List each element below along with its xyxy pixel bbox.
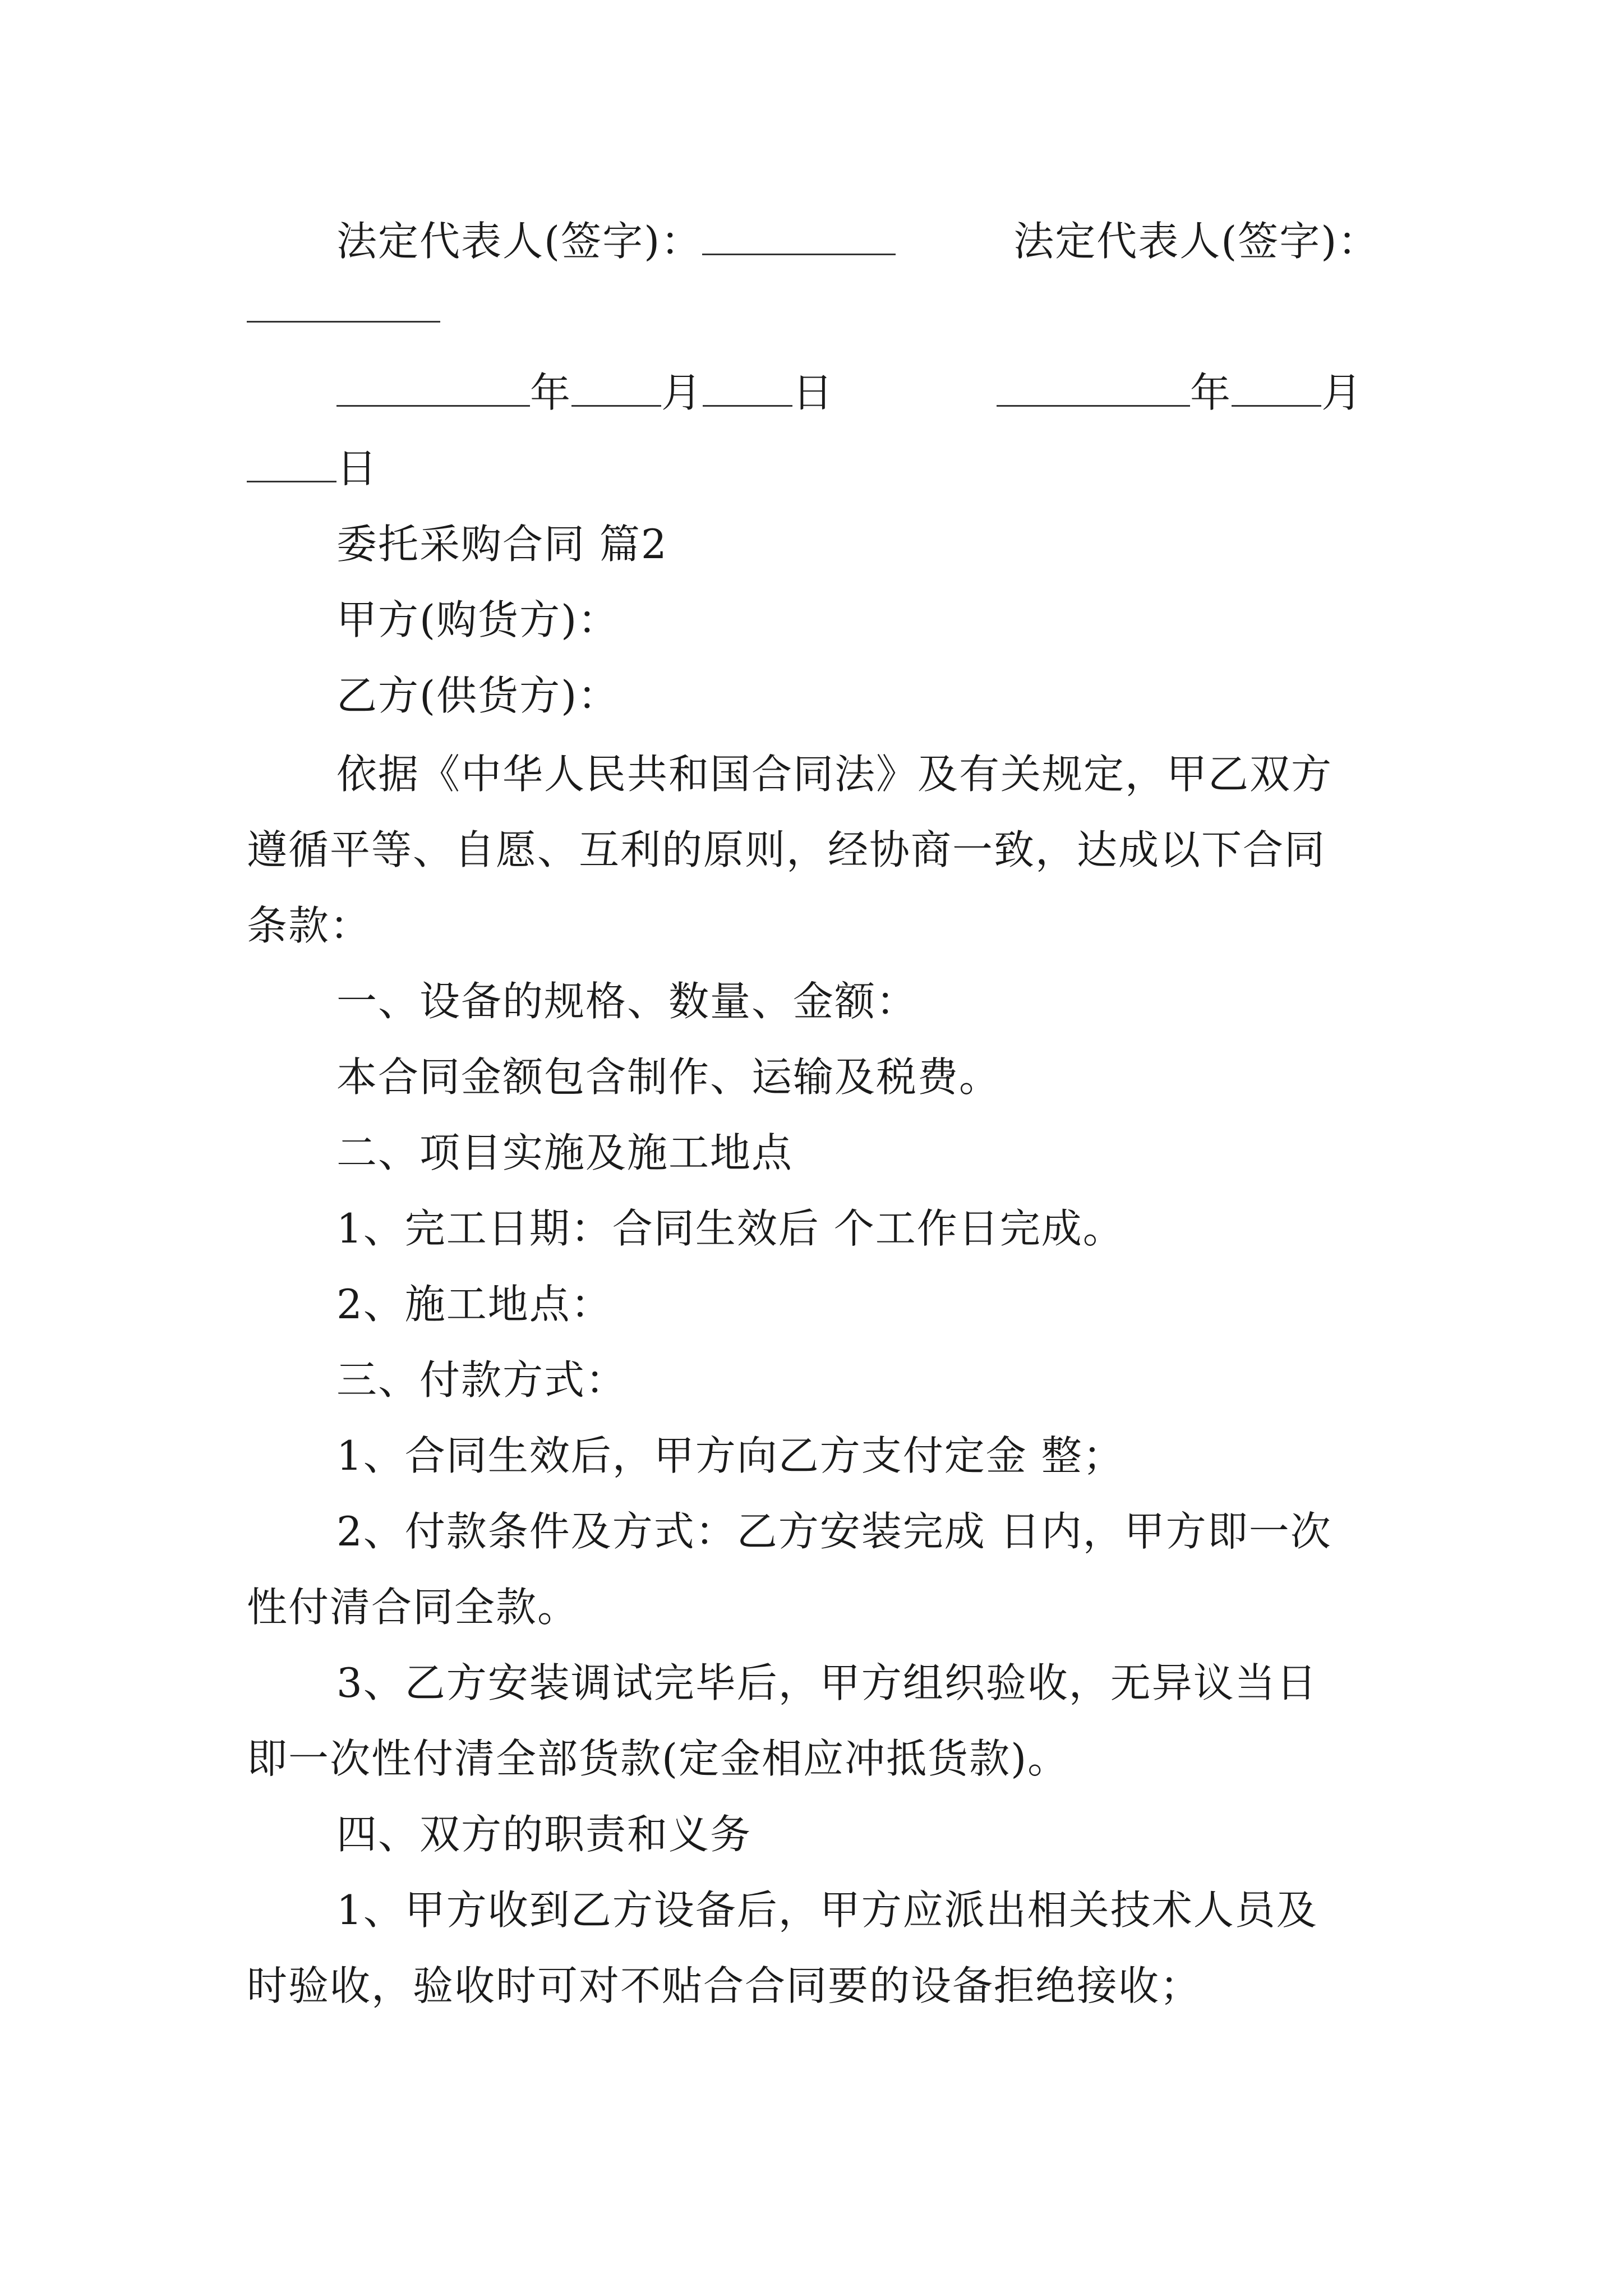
section-1-text: 本合同金额包含制作、运输及税费。	[336, 1053, 1001, 1101]
section-3-heading: 三、付款方式：	[336, 1356, 628, 1404]
day-blank-left	[703, 369, 792, 407]
section-2-item-1: 1、完工日期：合同生效后 个工作日完成。	[336, 1205, 1124, 1252]
section-4-item-1-line-1: 1、甲方收到乙方设备后，甲方应派出相关技术人员及	[336, 1887, 1318, 1934]
contract-title: 委托采购合同 篇2	[336, 521, 668, 568]
day-blank-right	[247, 445, 336, 482]
intro-line-1: 依据《中华人民共和国合同法》及有关规定，甲乙双方	[336, 751, 1333, 798]
legal-rep-right-label: 法定代表人(签字)：	[1013, 218, 1380, 265]
signature-blank-left	[702, 218, 896, 255]
party-a: 甲方(购货方)：	[336, 596, 620, 643]
year-blank-right	[997, 369, 1190, 407]
day-label-right: 日	[336, 445, 379, 492]
section-3-item-2-line-2: 性付清合同全款。	[247, 1584, 579, 1631]
date-continuation	[0, 426, 1623, 510]
section-3-item-3-line-2: 即一次性付清全部货款(定金相应冲抵货款)。	[247, 1735, 1069, 1782]
section-3-item-3-line-1: 3、乙方安装调试完毕后，甲方组织验收，无异议当日	[336, 1659, 1318, 1706]
section-2-heading: 二、项目实施及施工地点	[336, 1129, 794, 1176]
month-label-right: 月	[1321, 369, 1363, 416]
section-3-item-2-line-1: 2、付款条件及方式：乙方安装完成 日内，甲方即一次	[336, 1508, 1332, 1555]
date-row	[0, 351, 1623, 435]
section-1-heading: 一、设备的规格、数量、金额：	[336, 978, 918, 1025]
day-label-left: 日	[792, 369, 834, 416]
party-b: 乙方(供货方)：	[336, 672, 620, 719]
section-4-heading: 四、双方的职责和义务	[336, 1811, 752, 1858]
signature-blank-right	[247, 285, 440, 323]
year-label-right: 年	[1190, 369, 1232, 416]
month-blank-right	[1232, 369, 1321, 407]
section-3-item-1: 1、合同生效后，甲方向乙方支付定金 整；	[336, 1432, 1124, 1479]
intro-line-3: 条款：	[247, 902, 372, 949]
month-blank-left	[571, 369, 661, 407]
year-label-left: 年	[530, 369, 572, 416]
signature-continuation	[0, 266, 1623, 351]
year-blank-left	[336, 369, 530, 407]
section-4-item-1-line-2: 时验收，验收时可对不贴合合同要的设备拒绝接收；	[247, 1962, 1202, 2009]
legal-rep-left-label: 法定代表人(签字)：	[336, 218, 703, 265]
month-label-left: 月	[661, 369, 703, 416]
intro-line-2: 遵循平等、自愿、互利的原则，经协商一致，达成以下合同	[247, 826, 1326, 873]
section-2-item-2: 2、施工地点：	[336, 1281, 612, 1328]
